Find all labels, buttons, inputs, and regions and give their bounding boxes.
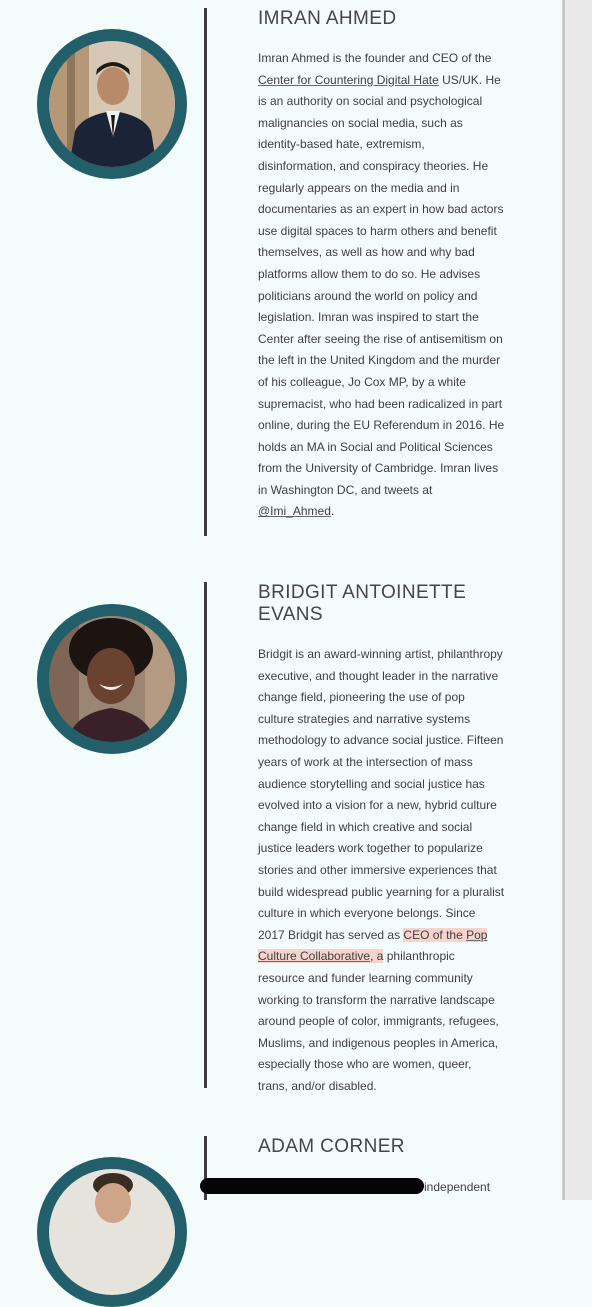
bio-line [258, 48, 520, 70]
bio-line [258, 666, 520, 688]
bio-line [258, 882, 520, 904]
bio-link[interactable]: Center for Countering Digital Hate [258, 72, 439, 87]
redaction-mark [200, 1178, 424, 1194]
bio-text: use digital spaces to harm others and benefit [258, 223, 497, 238]
bio-text: stories and other immersive experiences that [258, 862, 497, 877]
bio-line [258, 752, 520, 774]
bio-text: identity-based hate, extremism, [258, 137, 425, 152]
bio-line [258, 437, 520, 459]
bio-text: Bridgit is an award-winning artist, philanthropy [258, 647, 503, 661]
bio-line [258, 415, 520, 437]
bio-text: in Washington DC, and tweets at [258, 482, 433, 497]
section-divider-line [204, 8, 207, 536]
bio-line [258, 1054, 520, 1076]
bio-line [258, 730, 520, 752]
bio-line [258, 113, 520, 135]
bio-line [258, 91, 520, 113]
bio-line [258, 221, 520, 243]
bio-text: the left in the United Kingdom and the murder [258, 353, 501, 368]
bio-text: change field in which creative and social [258, 819, 473, 834]
profile-bio [258, 48, 520, 523]
bio-text: themselves, as well as how and why bad [258, 245, 475, 260]
bio-line [258, 1076, 520, 1098]
bio-text: around people of color, immigrants, refugees, [258, 1014, 499, 1029]
bio-line [258, 644, 520, 666]
bio-line [258, 501, 520, 523]
bio-link[interactable]: Pop [466, 927, 488, 942]
bio-link[interactable]: @Imi_Ahmed [258, 504, 331, 519]
bio-line [258, 990, 520, 1012]
bio-text: Center after seeing the rise of antisemitism on [258, 331, 503, 346]
bio-text: holds an MA in Social and Political Sciences [258, 439, 493, 454]
bio-text: disinformation, and conspiracy theories. He [258, 158, 489, 173]
bio-line [258, 946, 520, 968]
avatar-imran-ahmed [37, 29, 187, 179]
bio-line [258, 480, 520, 502]
bio-text: from the University of Cambridge. Imran lives [258, 461, 499, 476]
avatar-bridgit-evans [37, 604, 187, 754]
bio-line [258, 372, 520, 394]
bio-line [258, 70, 520, 92]
bio-line [258, 350, 520, 372]
scrollbar-edge [563, 0, 565, 1200]
bio-line [258, 242, 520, 264]
bio-text: independent [424, 1180, 491, 1194]
bio-text: of his colleague, Jo Cox MP, by a white [258, 374, 466, 389]
bio-line [258, 394, 520, 416]
portrait-photo [49, 1169, 175, 1295]
bio-line [258, 774, 520, 796]
bio-line [258, 860, 520, 882]
bio-line [258, 687, 520, 709]
bio-text: years of work at the intersection of mass [258, 754, 473, 769]
bio-text: resource and funder learning community [258, 970, 473, 985]
bio-link[interactable]: Culture Collaborative [258, 949, 371, 964]
bio-text: Muslims, and indigenous peoples in America, [258, 1035, 499, 1050]
bio-text: CEO of the [403, 927, 467, 942]
bio-line [258, 156, 520, 178]
bio-line [258, 178, 520, 200]
bio-line [258, 709, 520, 731]
bio-text: , a [370, 949, 384, 964]
profile-name-line: EVANS [258, 604, 324, 625]
portrait-photo [49, 41, 175, 167]
bio-line [258, 134, 520, 156]
bio-text: legislation. Imran was inspired to start the [258, 310, 479, 325]
bio-line [258, 1011, 520, 1033]
profile-name [258, 8, 396, 30]
profile-name-line: ADAM CORNER [258, 1136, 405, 1157]
bio-text: change field, pioneering the use of pop [258, 690, 465, 705]
bio-line [258, 903, 520, 925]
section-divider-line [204, 582, 207, 1088]
bio-text: documentaries as an expert in how bad actors [258, 202, 504, 217]
bio-text: philanthropic [383, 949, 455, 964]
profile-name-line: IMRAN AHMED [258, 8, 397, 29]
bio-text: justice leaders work together to popularize [258, 841, 483, 856]
bio-line [258, 286, 520, 308]
bio-text: US/UK. He [438, 72, 501, 87]
bio-text: malignancies on social media, such as [258, 115, 463, 130]
bio-text: build widespread public yearning for a pluralist [258, 884, 505, 899]
profile-bio-partial [424, 1179, 490, 1195]
bio-text: Imran Ahmed is the founder and CEO of the [258, 51, 492, 65]
portrait-photo [49, 616, 175, 742]
bio-text: methodology to advance social justice. Fifteen [258, 733, 504, 748]
bio-line [258, 264, 520, 286]
profile-name [258, 582, 466, 626]
bio-line [258, 968, 520, 990]
bio-text: online, during the EU Referendum in 2016. He [258, 418, 505, 433]
bio-text: platforms allow them to do so. He advises [258, 266, 481, 281]
bio-text: . [330, 504, 335, 519]
bio-text: politicians around the world on policy and [258, 288, 478, 303]
avatar-adam-corner [37, 1157, 187, 1307]
bio-text: culture in which everyone belongs. Since [258, 906, 476, 921]
bio-text: evolved into a vision for a new, hybrid culture [258, 798, 497, 813]
bio-line [258, 199, 520, 221]
profile-name [258, 1136, 405, 1158]
bio-line [258, 329, 520, 351]
bio-text: audience storytelling and social justice has [258, 776, 485, 791]
profile-name-line: BRIDGIT ANTOINETTE [258, 582, 467, 603]
bio-line [258, 795, 520, 817]
bio-text: supremacist, who had been radicalized in part [258, 396, 503, 411]
bio-line [258, 458, 520, 480]
bio-line [258, 1033, 520, 1055]
bio-text: is an authority on social and psychological [258, 94, 483, 109]
bio-text: especially those who are women, queer, [258, 1057, 472, 1072]
bio-text: 2017 Bridgit has served as [258, 927, 404, 942]
bio-text: working to transform the narrative landscape [258, 992, 495, 1007]
bio-line [258, 307, 520, 329]
bio-line [258, 838, 520, 860]
bio-text: trans, and/or disabled. [258, 1078, 377, 1093]
bio-line [258, 817, 520, 839]
bio-text: culture strategies and narrative systems [258, 711, 471, 726]
bio-line [258, 925, 520, 947]
bio-text: regularly appears on the media and in [258, 180, 460, 195]
bio-text: executive, and thought leader in the narrative [258, 668, 499, 683]
profile-bio [258, 644, 520, 1097]
scrollbar-track[interactable] [562, 0, 592, 1200]
